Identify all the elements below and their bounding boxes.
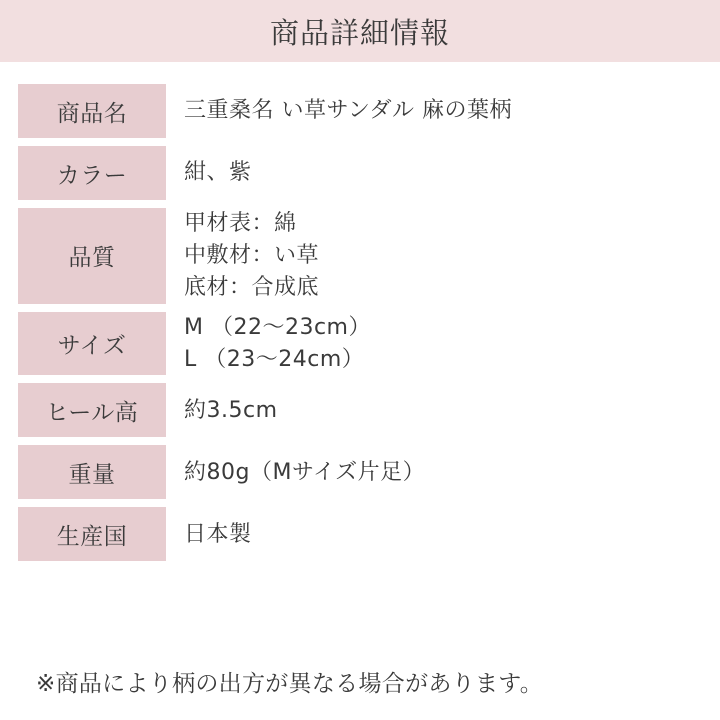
spec-value-line: L （23〜24cm） <box>184 346 365 372</box>
spec-value-country-of-origin <box>166 507 702 561</box>
spec-value-product-name <box>166 84 702 138</box>
page-header <box>0 0 720 62</box>
spec-value-line: 三重桑名 い草サンダル 麻の葉柄 <box>184 98 513 124</box>
product-spec-table <box>18 76 702 569</box>
spec-value-line: 約3.5cm <box>184 397 278 423</box>
spec-value-weight <box>166 445 702 499</box>
spec-value-line: 紺、紫 <box>184 160 252 186</box>
table-row <box>18 84 702 138</box>
spec-value-line: 甲材表：綿 <box>184 211 297 236</box>
spec-label-product-name: 商品名 <box>18 84 166 138</box>
spec-table-body <box>18 84 702 561</box>
spec-value-color <box>166 146 702 200</box>
spec-label-weight: 重量 <box>18 445 166 499</box>
spec-label-color: カラー <box>18 146 166 200</box>
table-row <box>18 208 702 304</box>
spec-value-line: 中敷材：い草 <box>184 242 320 268</box>
spec-value-size <box>166 312 702 376</box>
table-row <box>18 312 702 376</box>
spec-label-size: サイズ <box>18 312 166 376</box>
table-row <box>18 146 702 200</box>
spec-value-line: 底材：合成底 <box>184 274 320 300</box>
spec-value-line: 日本製 <box>184 521 252 547</box>
spec-label-country-of-origin: 生産国 <box>18 507 166 561</box>
spec-label-heel-height: ヒール高 <box>18 383 166 437</box>
spec-value-line: M （22〜23cm） <box>184 314 371 340</box>
spec-value-quality <box>166 208 702 304</box>
spec-value-line: 約80g（Mサイズ片足） <box>184 459 426 485</box>
table-row <box>18 445 702 499</box>
table-row <box>18 507 702 561</box>
disclaimer-note: ※商品により柄の出方が異なる場合があります。 <box>36 671 544 697</box>
spec-label-quality: 品質 <box>18 208 166 304</box>
spec-value-heel-height <box>166 383 702 437</box>
page-title: 商品詳細情報 <box>269 15 450 50</box>
table-row <box>18 383 702 437</box>
